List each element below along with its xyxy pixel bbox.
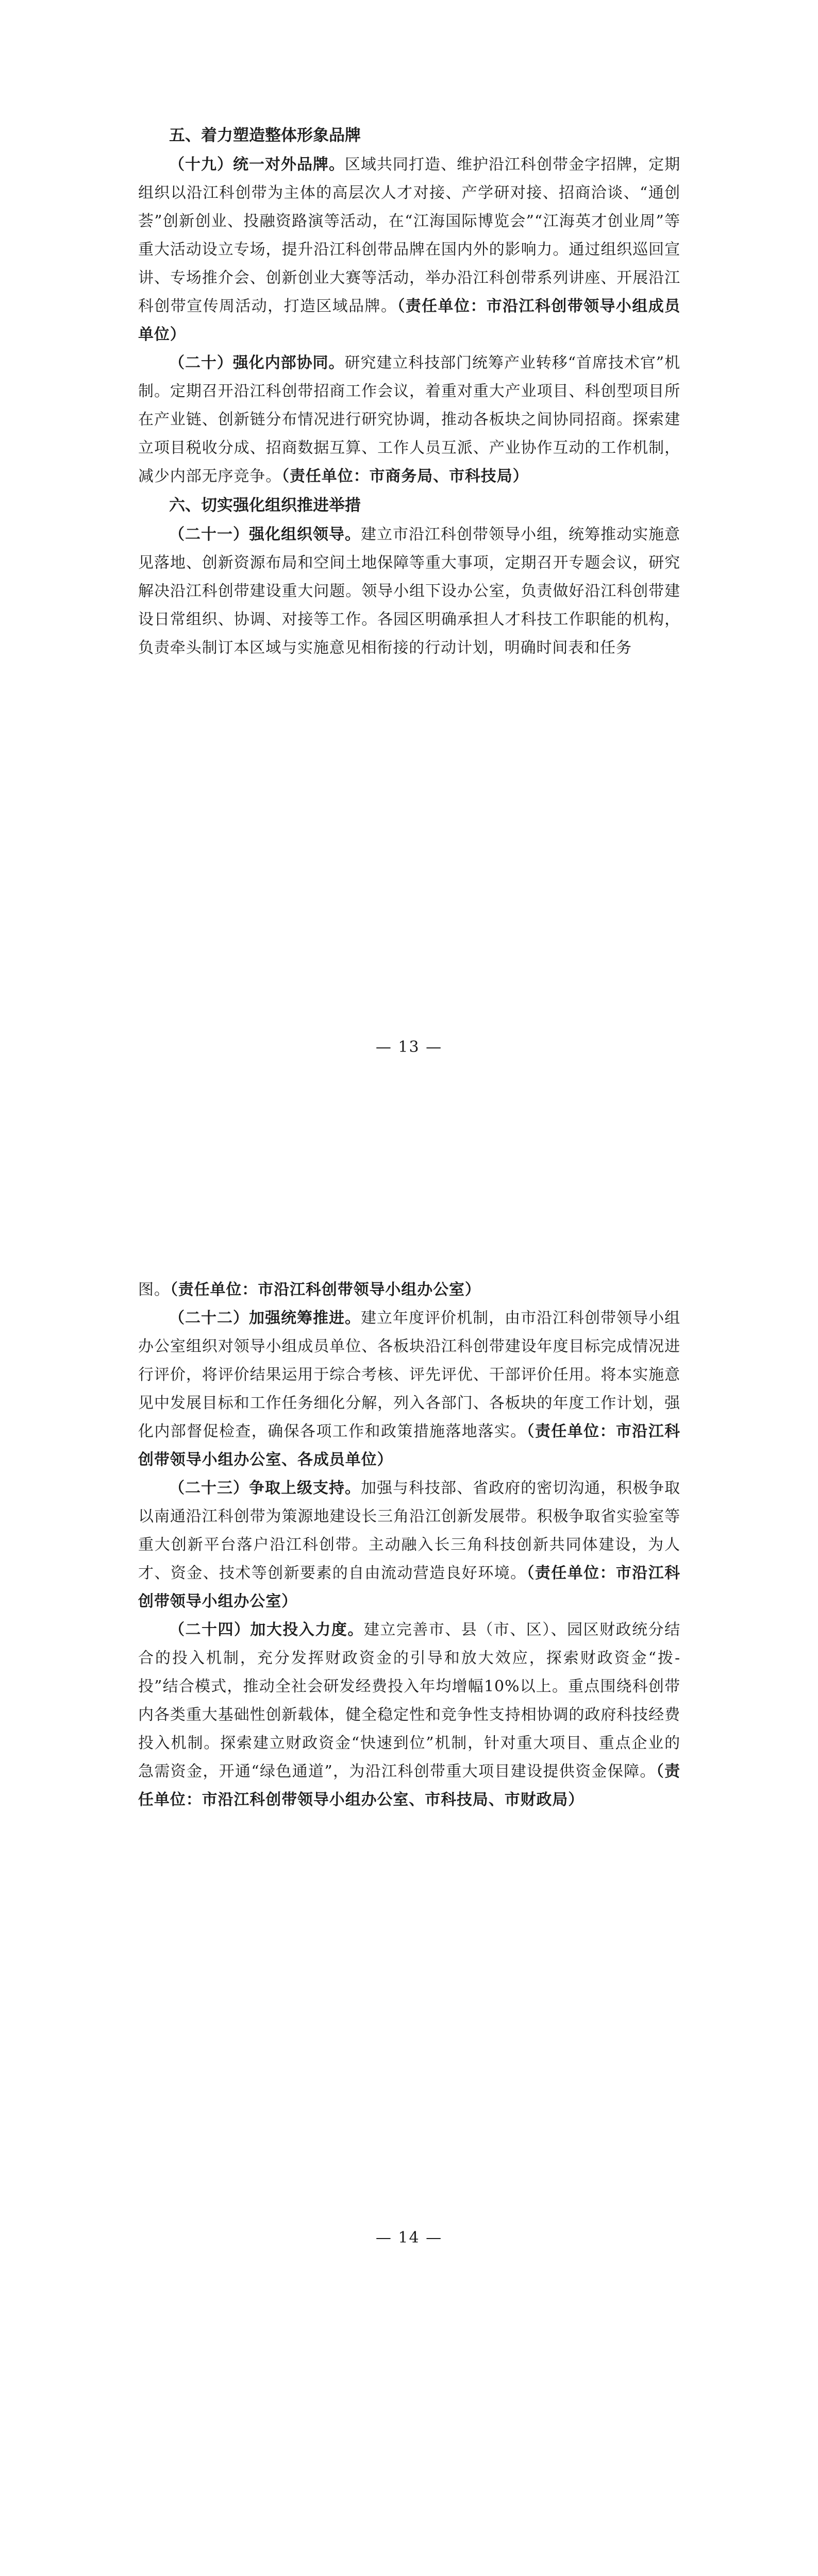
paragraph-item-19 [138,150,680,349]
item-24-body: 建立完善市、县（市、区）、园区财政统分结合的投入机制，充分发挥财政资金的引导和放大效应，探索财政资金“拨-投”结合模式，推动全社会研发经费投入年均增幅10%以上。重点围绕科创带内各类重大基础性创新载体，健全稳定性和竞争性支持相协调的政府科技经费投入机制。探索建立财政资金“快速到位”机制，针对重大项目、重点企业的急需资金，开通“绿色通道”，为沿江科创带重大项目建设提供资金保障。 [138,1621,680,1781]
paragraph-item-23 [138,1474,680,1616]
page-15 [0,2380,818,2576]
item-24-lead: （二十四）加大投入力度。 [169,1621,364,1639]
item-19-responsible: （责任单位：市沿江科创带领导小组成员单位） [138,297,681,344]
paragraph-item-22 [138,1304,680,1474]
item-22-responsible: （责任单位：市沿江科创带领导小组办公室、各成员单位） [138,1422,681,1469]
item-23-body: 加强与科技部、省政府的密切沟通，积极争取以南通沿江科创带为策源地建设长三角沿江创新发展带。积极争取省实验室等重大创新平台落户沿江科创带。主动融入长三角科技创新共同体建设，为人才、资金、技术等创新要素的自由流动营造良好环境。 [138,1479,680,1582]
item-23-responsible: （责任单位：市沿江科创带领导小组办公室） [138,1564,681,1611]
page-14 [0,1267,818,2380]
item-21-responsible: （责任单位：市沿江科创带领导小组办公室） [170,1281,481,1299]
paragraph-item-24 [138,1616,680,1814]
paragraph-item-21 [138,520,680,662]
item-20-body: 研究建立科技部门统筹产业转移“首席技术官”机制。定期召开沿江科创带招商工作会议，着重对重大产业项目、科创型项目所在产业链、创新链分布情况进行研究协调，推动各板块之间协同招商。探索建立项目税收分成、招商数据互算、工作人员互派、产业协作互动的工作机制，减少内部无序竞争。 [138,354,680,485]
item-20-lead: （二十）强化内部协同。 [169,354,345,372]
item-21-lead: （二十一）强化组织领导。 [169,526,361,544]
page-number-13: — 13 — [375,1038,443,1056]
paragraph-item-21-continued [138,1276,680,1304]
item-23-lead: （二十三）争取上级支持。 [169,1479,361,1497]
page-14-content [138,1276,680,1814]
paragraph-item-20 [138,349,680,490]
item-21-body: 建立市沿江科创带领导小组，统筹推动实施意见落地、创新资源布局和空间土地保障等重大事项，定期召开专题会议，研究解决沿江科创带建设重大问题。领导小组下设办公室，负责做好沿江科创带建设日常组织、协调、对接等工作。各园区明确承担人才科技工作职能的机构，负责牵头制订本区域与实施意见相衔接的行动计划，明确时间表和任务 [138,526,680,657]
item-19-body: 区域共同打造、维护沿江科创带金字招牌，定期组织以沿江科创带为主体的高层次人才对接、产学研对接、招商洽谈、“通创荟”创新创业、投融资路演等活动，在“江海国际博览会”“江海英才创业周”等重大活动设立专场，提升沿江科创带品牌在国内外的影响力。通过组织巡回宣讲、专场推介会、创新创业大赛等活动，举办沿江科创带系列讲座、开展沿江科创带宣传周活动，打造区域品牌。 [138,156,680,315]
section-heading-6: 六、切实强化组织推进举措 [169,496,361,515]
item-24-responsible: （责任单位：市沿江科创带领导小组办公室、市科技局、市财政局） [138,1762,680,1809]
page-13 [0,0,818,1113]
item-22-lead: （二十二）加强统筹推进。 [169,1309,361,1327]
section-heading-5: 五、着力塑造整体形象品牌 [169,126,361,145]
item-19-lead: （十九）统一对外品牌。 [169,156,345,174]
page-13-content [138,121,680,662]
item-20-responsible: （责任单位：市商务局、市科技局） [281,467,529,485]
page-number-14: — 14 — [375,2229,443,2247]
item-22-body: 建立年度评价机制，由市沿江科创带领导小组办公室组织对领导小组成员单位、各板块沿江科创带建设年度目标完成情况进行评价，将评价结果运用于综合考核、评先评优、干部评价任用。将本实施意见中发展目标和工作任务细化分解，列入各部门、各板块的年度工作计划，强化内部督促检查，确保各项工作和政策措施落地落实。 [138,1309,680,1440]
item-21-tail: 图。 [138,1281,170,1299]
